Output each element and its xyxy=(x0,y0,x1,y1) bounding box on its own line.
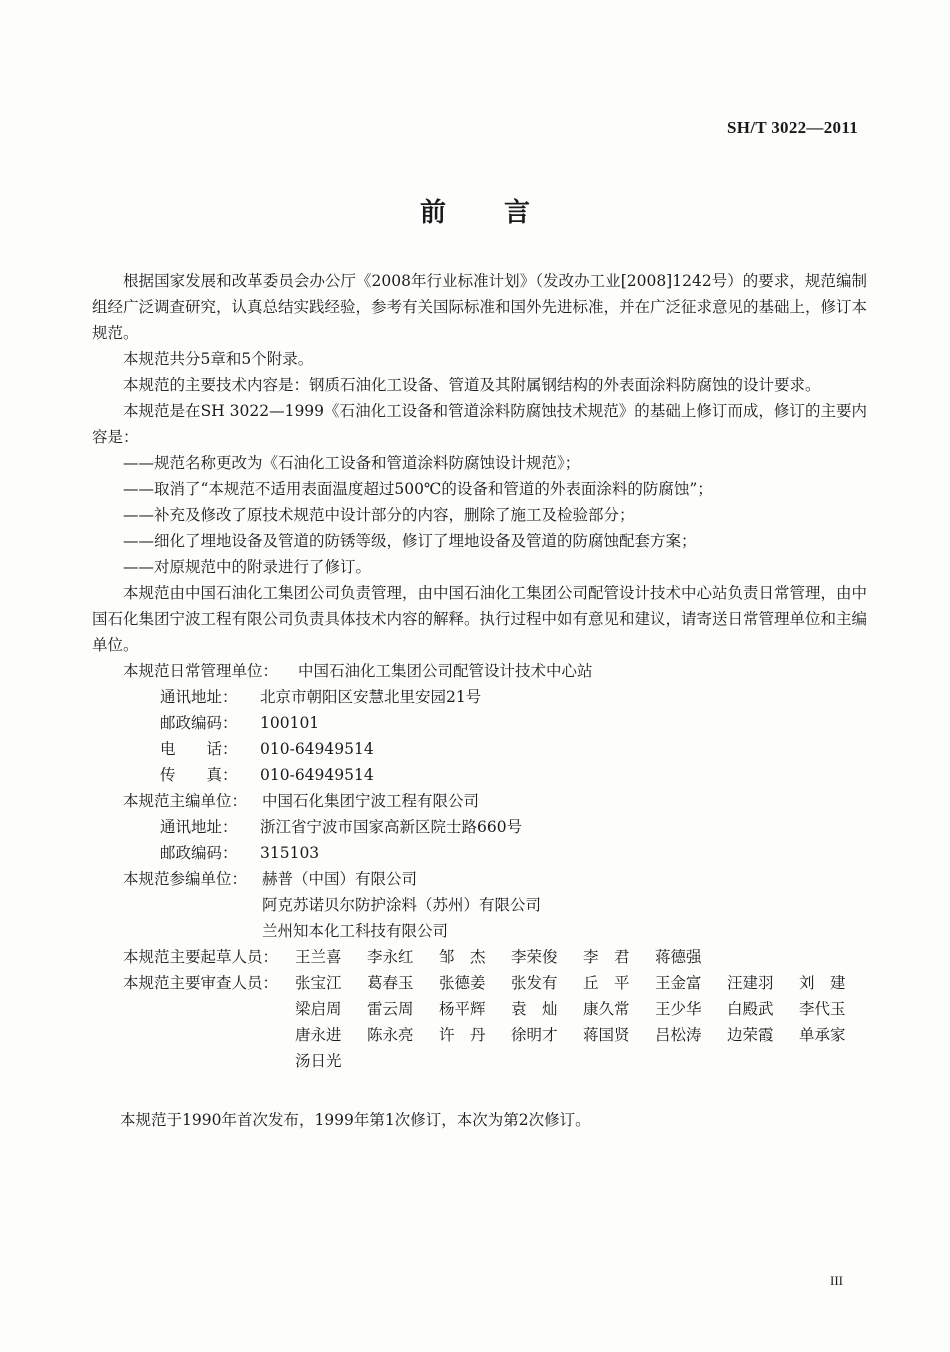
revision-item: ——细化了埋地设备及管道的防锈等级，修订了埋地设备及管道的防腐蚀配套方案； xyxy=(123,532,697,550)
reviewer-name: 吕松涛 xyxy=(655,1026,702,1044)
reviewer-name: 李代玉 xyxy=(799,1000,846,1018)
page-number: III xyxy=(830,1273,843,1288)
revision-item: ——规范名称更改为《石油化工设备和管道涂料防腐蚀设计规范》； xyxy=(123,454,581,472)
fax-label: 传 真： xyxy=(160,766,238,784)
reviewer-name: 张发有 xyxy=(511,974,558,992)
management-unit-row xyxy=(92,658,867,684)
management-address-row xyxy=(92,684,867,710)
paragraph-background: 根据国家发展和改革委员会办公厅《2008年行业标准计划》（发改办工业[2008]1242号）的要求，规范编制组经广泛调查研究，认真总结实践经验，参考有关国际标准和国外先进标准，并在广泛征求意见的基础上，修订本规范。 xyxy=(92,272,868,342)
revision-item: ——补充及修改了原技术规范中设计部分的内容，删除了施工及检验部分； xyxy=(123,506,635,524)
paragraph-revision-intro: 本规范是在SH 3022—1999《石油化工设备和管道涂料防腐蚀技术规范》的基础上修订而成，修订的主要内容是： xyxy=(92,402,867,446)
participating-unit: 兰州知本化工科技有限公司 xyxy=(262,922,449,940)
drafter-name: 李永红 xyxy=(367,948,414,966)
reviewers-names xyxy=(295,970,871,1074)
revision-item: ——对原规范中的附录进行了修订。 xyxy=(123,558,372,576)
reviewer-name: 白殿武 xyxy=(727,1000,774,1018)
address-label: 通讯地址： xyxy=(160,688,238,706)
paragraph-management: 本规范由中国石油化工集团公司负责管理，由中国石油化工集团公司配管设计技术中心站负责日常管理，由中国石化集团宁波工程有限公司负责具体技术内容的解释。执行过程中如有意见和建议，请寄送日常管理单位和主编单位。 xyxy=(92,584,868,654)
standard-code: SH/T 3022—2011 xyxy=(727,118,858,137)
reviewer-name: 杨平辉 xyxy=(439,1000,486,1018)
drafter-name: 邹 杰 xyxy=(439,948,486,966)
paragraph-structure: 本规范共分5章和5个附录。 xyxy=(123,350,314,368)
management-unit-label: 本规范日常管理单位： xyxy=(123,662,279,680)
postcode-label: 邮政编码： xyxy=(160,844,238,862)
reviewers-label: 本规范主要审查人员： xyxy=(123,974,279,992)
chief-unit-label: 本规范主编单位： xyxy=(123,792,248,810)
drafters-row xyxy=(92,944,867,970)
reviewer-name: 刘 建 xyxy=(799,974,846,992)
reviewer-name: 汤日光 xyxy=(295,1052,342,1070)
address-label: 通讯地址： xyxy=(160,818,238,836)
revision-list xyxy=(92,450,867,580)
reviewer-name: 单承家 xyxy=(799,1026,846,1044)
reviewer-name: 徐明才 xyxy=(511,1026,558,1044)
reviewer-name: 梁启周 xyxy=(295,1000,342,1018)
chief-postcode-row xyxy=(92,840,867,866)
postcode-value: 315103 xyxy=(260,844,320,862)
participating-unit: 阿克苏诺贝尔防护涂料（苏州）有限公司 xyxy=(262,896,542,914)
drafter-name: 李 君 xyxy=(583,948,630,966)
reviewers-row xyxy=(92,970,867,1074)
drafters-names xyxy=(295,944,871,970)
management-fax-row xyxy=(92,762,867,788)
participating-units-row xyxy=(92,866,867,944)
postcode-label: 邮政编码： xyxy=(160,714,238,732)
reviewer-name: 葛春玉 xyxy=(367,974,414,992)
drafters-label: 本规范主要起草人员： xyxy=(123,948,279,966)
body-text xyxy=(92,268,867,1074)
chief-unit-row xyxy=(92,788,867,814)
participating-unit: 赫普（中国）有限公司 xyxy=(262,870,418,888)
revision-history-note: 本规范于1990年首次发布，1999年第1次修订，本次为第2次修订。 xyxy=(120,1111,591,1129)
reviewer-name: 汪建羽 xyxy=(727,974,774,992)
reviewer-name: 王金富 xyxy=(655,974,702,992)
participating-units-list xyxy=(262,866,541,944)
reviewer-name: 丘 平 xyxy=(583,974,630,992)
page-title: 前言 xyxy=(419,198,588,228)
reviewer-name: 唐永进 xyxy=(295,1026,342,1044)
reviewer-name: 张德姜 xyxy=(439,974,486,992)
reviewer-name: 张宝江 xyxy=(295,974,342,992)
reviewer-name: 许 丹 xyxy=(439,1026,486,1044)
reviewer-name: 陈永亮 xyxy=(367,1026,414,1044)
drafter-name: 蒋德强 xyxy=(655,948,702,966)
management-unit-value: 中国石油化工集团公司配管设计技术中心站 xyxy=(298,662,593,680)
reviewer-name: 蒋国贤 xyxy=(583,1026,630,1044)
participating-units-label: 本规范参编单位： xyxy=(123,870,248,888)
reviewer-name: 边荣霞 xyxy=(727,1026,774,1044)
reviewer-name: 王少华 xyxy=(655,1000,702,1018)
postcode-value: 100101 xyxy=(260,714,320,732)
drafter-name: 李荣俊 xyxy=(511,948,558,966)
chief-unit-value: 中国石化集团宁波工程有限公司 xyxy=(262,792,480,810)
phone-value: 010-64949514 xyxy=(260,740,374,758)
reviewer-name: 康久常 xyxy=(583,1000,630,1018)
address-value: 北京市朝阳区安慧北里安园21号 xyxy=(260,688,482,706)
drafter-name: 王兰喜 xyxy=(295,948,342,966)
paragraph-main-content: 本规范的主要技术内容是：钢质石油化工设备、管道及其附属钢结构的外表面涂料防腐蚀的设计要求。 xyxy=(123,376,821,394)
fax-value: 010-64949514 xyxy=(260,766,374,784)
address-value: 浙江省宁波市国家高新区院士路660号 xyxy=(260,818,523,836)
phone-label: 电 话： xyxy=(160,740,238,758)
revision-item: ——取消了“本规范不适用表面温度超过500℃的设备和管道的外表面涂料的防腐蚀”； xyxy=(123,480,713,498)
reviewer-name: 雷云周 xyxy=(367,1000,414,1018)
management-postcode-row xyxy=(92,710,867,736)
management-phone-row xyxy=(92,736,867,762)
reviewer-name: 袁 灿 xyxy=(511,1000,558,1018)
chief-address-row xyxy=(92,814,867,840)
